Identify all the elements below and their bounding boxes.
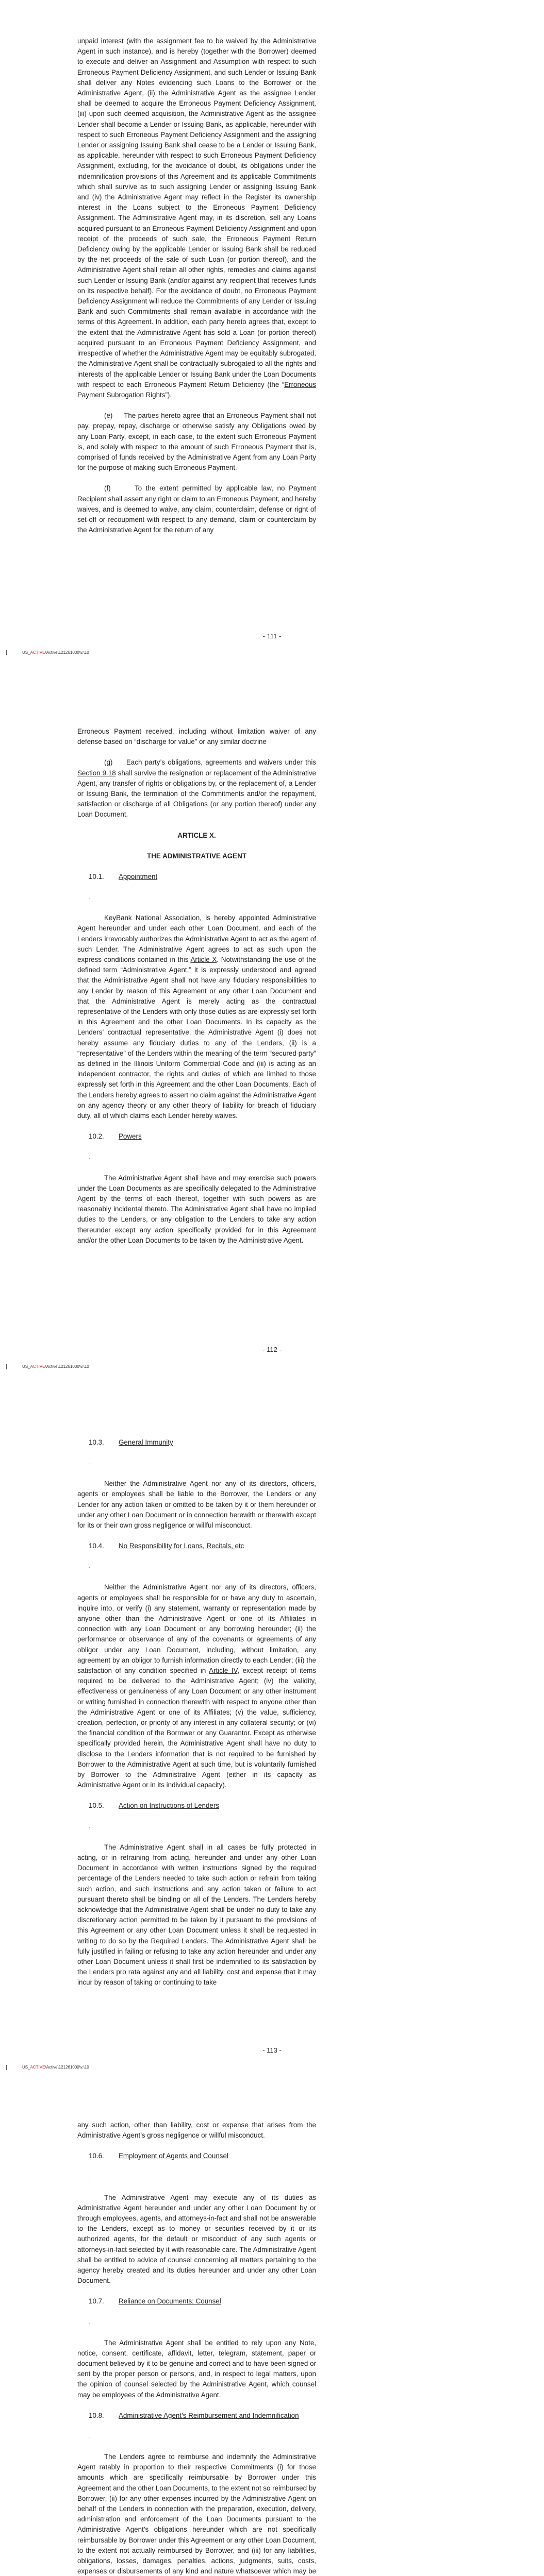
page-112 [0, 703, 544, 1406]
page-number: - 111 - [262, 632, 282, 640]
section-heading-10-2: 10.2. Powers [89, 1132, 142, 1141]
page-111 [0, 0, 544, 703]
article-title: THE ADMINISTRATIVE AGENT [147, 852, 246, 860]
page-114 [0, 2110, 544, 2576]
section-heading-10-4: 10.4. No Responsibility for Loans, Recitals, etc [89, 1542, 244, 1550]
paragraph-g: (g) Each party’s obligations, agreements and waivers under this Section 9.18 shall survive the resignation or replacement of the Administrative Agent, any transfer of rights or obligations by, or the replacement of, a Lender or Issuing Bank, the termination of the Commitments and/or the repayment, satisfaction or discharge of all Obligations (or any portion thereof) under any Loan Document. [77, 758, 316, 819]
defined-term: Erroneous Payment Subrogation Rights [77, 380, 316, 399]
paragraph: unpaid interest (with the assignment fee to be waived by the Administrative Agent in such instance), and is hereby (together with the Borrower) deemed to execute and deliver an Assignment and Assumption with respect to such Erroneous Payment Deficiency Assignment, and such Lender or Issuing Bank shall deliver any Notes evidencing such Loans to the Borrower or the Administrative Agent, (ii) the Administrative Agent as the assignee Lender shall be deemed to acquire the Erroneous Payment Deficiency Assignment, (iii) upon such deemed acquisition, the Administrative Agent as the assignee Lender shall become a Lender or Issuing Bank, as applicable, hereunder with respect to such Erroneous Payment Deficiency Assignment and the assigning Lender or assigning Issuing Bank shall cease to be a Lender or Issuing Bank, as applicable, hereunder with respect to such Erroneous Payment Deficiency Assignment, excluding, for the avoidance of doubt, its obligations under the indemnification provisions of this Agreement and its applicable Commitments which shall survive as to such assigning Lender or assigning Issuing Bank and (iv) the Administrative Agent may reflect in the Register its ownership interest in the Loans subject to the Erroneous Payment Deficiency Assignment. The Administrative Agent may, in its discretion, sell any Loans acquired pursuant to an Erroneous Payment Deficiency Assignment and upon receipt of the proceeds of such sale, the Erroneous Payment Return Deficiency owing by the applicable Lender or Issuing Bank shall be reduced by the net proceeds of the sale of such Loan (or portion thereof), and the Administrative Agent shall retain all other rights, remedies and claims against such Lender or Issuing Bank (and/or against any recipient that receives funds on its respective behalf). For the avoidance of doubt, no Erroneous Payment Deficiency Assignment will reduce the Commitments of any Lender or Issuing Bank and such Commitments shall remain available in accordance with the terms of this Agreement. In addition, each party hereto agrees that, except to the extent that the Administrative Agent has sold a Loan (or portion thereof) acquired pursuant to an Erroneous Payment Deficiency Assignment, and irrespective of whether the Administrative Agent may be equitably subrogated, the Administrative Agent shall be contractually subrogated to all the rights and interests of the applicable Lender or Issuing Bank under the Loan Documents with respect to each Erroneous Payment Return Deficiency (the “Erroneous Payment Subrogation Rights”). [77, 37, 316, 399]
footer-code: US_ACTIVE\Active\121261000\v.\10 [6, 2065, 89, 2070]
margin-mark-icon [6, 2065, 7, 2070]
page-number: - 113 - [262, 2046, 282, 2054]
section-heading-10-3: 10.3. General Immunity [89, 1438, 173, 1446]
section-heading-10-7: 10.7. Reliance on Documents; Counsel [89, 2297, 221, 2306]
margin-mark-icon [6, 650, 7, 655]
article-number: ARTICLE X. [177, 831, 216, 839]
section-10-4-text: Neither the Administrative Agent nor any of its directors, officers, agents or employees shall be responsible for or have any duty to ascertain, inquire into, or verify (i) any statement, warranty or representation made by anyone other than the Administrative Agent or one of its Affiliates in connection with any Loan Document or any borrowing hereunder; (ii) the performance or observance of any of the covenants or agreements of any obligor under any Loan Document, including, without limitation, any agreement by an obligor to furnish information directly to each Lender; (iii) the satisfaction of any condition specified in Article IV, except receipt of items required to be delivered to the Administrative Agent; (iv) the validity, effectiveness or genuineness of any Loan Document or any other instrument or writing furnished in connection therewith with respect to anyone other than the Administrative Agent or one of its Affiliates; (v) the value, sufficiency, creation, perfection, or priority of any interest in any collateral security; or (vi) the financial condition of the Borrower or any Guarantor. Except as otherwise specifically provided herein, the Administrative Agent shall have no duty to disclose to the Lenders information that is not required to be furnished by Borrower to the Administrative Agent at such time, but is voluntarily furnished by Borrower to the Administrative Agent (either in its capacity as Administrative Agent or in its individual capacity). [77, 1583, 317, 1789]
spacer-dot: . [89, 2174, 90, 2180]
section-10-7-text: The Administrative Agent shall be entitled to rely upon any Note, notice, consent, certificate, affidavit, letter, telegram, statement, paper or document believed by it to be genuine and correct and to have been signed or sent by the proper person or persons, and, in respect to legal matters, upon the opinion of counsel selected by the Administrative Agent, which counsel may be employees of the Administrative Agent. [77, 2338, 316, 2399]
footer-code: US_ACTIVE\Active\121261000\v.\10 [6, 650, 89, 655]
page-113-body [0, 1437, 392, 1988]
page-113 [0, 1406, 544, 2110]
paragraph: Erroneous Payment received, including without limitation waiver of any defense based on “discharge for value” or any similar doctrine [77, 727, 316, 746]
spacer-dot: . [89, 1564, 90, 1570]
page-111-body [0, 36, 392, 535]
spacer-dot: . [89, 2433, 90, 2439]
section-10-6-text: The Administrative Agent may execute any of its duties as Administrative Agent hereunder and under any other Loan Document by or through employees, agents, and attorneys-in-fact and shall not be answerable to the Lenders, except as to money or securities received by it or its authorized agents, for the default or misconduct of any such agents or attorneys-in-fact selected by it with reasonable care. The Administrative Agent shall be entitled to advice of counsel concerning all matters pertaining to the agency hereby created and its duties hereunder and under any other Loan Document. [77, 2193, 316, 2285]
section-10-1-text: KeyBank National Association, is hereby appointed Administrative Agent hereunder and under each other Loan Document, and each of the Lenders irrevocably authorizes the Administrative Agent to act as the agent of such Lender. The Administrative Agent agrees to act as such upon the express conditions contained in this Article X. Notwithstanding the use of the defined term “Administrative Agent,” it is expressly understood and agreed that the Administrative Agent shall not have any fiduciary responsibilities to any Lender by reason of this Agreement or any other Loan Document and that the Administrative Agent is merely acting as the contractual representative of the Lenders with only those duties as are expressly set forth in this Agreement and the other Loan Documents. In its capacity as the Lenders’ contractual representative, the Administrative Agent (i) does not hereby assume any fiduciary duties to any of the Lenders, (ii) is a “representative” of the Lenders within the meaning of the term “secured party” as defined in the Illinois Uniform Commercial Code and (iii) is acting as an independent contractor, the rights and duties of which are limited to those expressly set forth in this Agreement and the other Loan Documents. Each of the Lenders hereby agrees to assert no claim against the Administrative Agent on any agency theory or any other theory of liability for breach of fiduciary duty, all of which claims each Lender hereby waives. [77, 914, 316, 1120]
footer-code: US_ACTIVE\Active\121261000\v.\10 [6, 1364, 89, 1369]
spacer-dot: . [89, 1823, 90, 1829]
section-heading-10-6: 10.6. Employment of Agents and Counsel [89, 2152, 228, 2160]
paragraph: any such action, other than liability, cost or expense that arises from the Administrative Agent’s gross negligence or willful misconduct. [77, 2121, 316, 2140]
page-112-body [0, 726, 392, 1246]
section-10-5-text: The Administrative Agent shall in all cases be fully protected in acting, or in refraining from acting, hereunder and under any other Loan Document in accordance with written instructions signed by the required percentage of the Lenders needed to take such action or refrain from taking such action, and such instructions and any action taken or failure to act pursuant thereto shall be binding on all of the Lenders. The Lenders hereby acknowledge that the Administrative Agent shall be under no duty to take any discretionary action permitted to be taken by it pursuant to the provisions of this Agreement or any other Loan Document unless it shall be requested in writing to do so by the Required Lenders. The Administrative Agent shall be fully justified in failing or refusing to take any action hereunder and under any other Loan Document unless it shall first be indemnified to its satisfaction by the Lenders pro rata against any and all liability, cost and expense that it may incur by reason of taking or continuing to take [77, 1843, 316, 1987]
page-114-body [0, 2120, 392, 2576]
section-heading-10-8: 10.8. Administrative Agent’s Reimbursement and Indemnification [89, 2411, 299, 2419]
spacer-dot: . [89, 894, 90, 901]
page-number: - 112 - [262, 1346, 282, 1353]
margin-mark-icon [6, 1364, 7, 1369]
article-link[interactable]: Article X [190, 956, 217, 964]
spacer-dot: . [89, 2319, 90, 2325]
section-heading-10-1: 10.1. Appointment [89, 873, 158, 881]
section-heading-10-5: 10.5. Action on Instructions of Lenders [89, 1802, 220, 1810]
section-10-8-text: The Lenders agree to reimburse and indemnify the Administrative Agent ratably in proportion to their respective Commitments (i) for those amounts which are specifically reimbursable by Borrower under this Agreement and the other Loan Documents, to the extent not so reimbursed by Borrower, (ii) for any other expenses incurred by the Administrative Agent on behalf of the Lenders in connection with the preparation, execution, delivery, administration and enforcement of the Loan Documents pursuant to the Administrative Agent’s obligations hereunder which are not specifically reimbursable by Borrower under this Agreement or any other Loan Document, to the extent not actually reimbursed by Borrower, and (iii) for any liabilities, obligations, losses, damages, penalties, actions, judgments, suits, costs, expenses or disbursements of any kind and nature whatsoever which may be [77, 2453, 316, 2575]
paragraph-e: (e) The parties hereto agree that an Erroneous Payment shall not pay, prepay, repay, discharge or otherwise satisfy any Obligations owed by any Loan Party, except, in each case, to the extent such Erroneous Payment is, and solely with respect to the amount of such Erroneous Payment that is, comprised of funds received by the Administrative Agent from any Loan Party for the purpose of making such Erroneous Payment. [77, 412, 316, 472]
spacer-dot: . [89, 1460, 90, 1466]
section-10-3-text: Neither the Administrative Agent nor any of its directors, officers, agents or employees shall be liable to the Borrower, the Lenders or any Lender for any action taken or omitted to be taken by it or them hereunder or under any other Loan Document or in connection herewith or therewith except for its or their own gross negligence or willful misconduct. [77, 1480, 316, 1530]
section-10-2-text: The Administrative Agent shall have and may exercise such powers under the Loan Documents as are specifically delegated to the Administrative Agent by the terms of each thereof, together with such powers as are reasonably incidental thereto. The Administrative Agent shall have no implied duties to the Lenders, or any obligation to the Lenders to take any action thereunder except any action specifically provided for in this Agreement and/or the other Loan Documents to be taken by the Administrative Agent. [77, 1174, 316, 1244]
section-link[interactable]: Section 9.18 [77, 769, 116, 777]
spacer-dot: . [89, 1154, 90, 1160]
article-link[interactable]: Article IV [209, 1667, 238, 1675]
paragraph-f: (f) To the extent permitted by applicable law, no Payment Recipient shall assert any right or claim to an Erroneous Payment, and hereby waives, and is deemed to waive, any claim, counterclaim, defense or right of set-off or recoupment with respect to any demand, claim or counterclaim by the Administrative Agent for the return of any [77, 484, 316, 534]
